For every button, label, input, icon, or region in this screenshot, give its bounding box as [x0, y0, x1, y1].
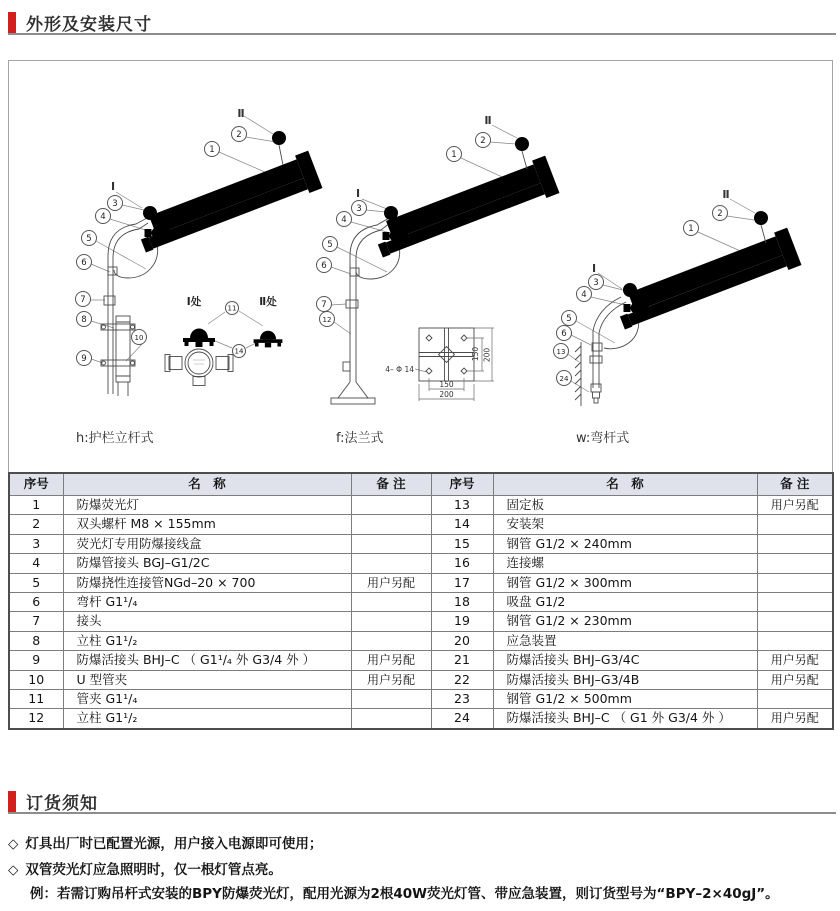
cell-note-right: [757, 573, 833, 592]
svg-text:5: 5: [327, 240, 333, 250]
callout-3: [352, 201, 367, 216]
installation-drawings-panel: [8, 60, 833, 474]
roman-label-i: Ⅰ: [591, 262, 597, 275]
cell-no-left: 12: [9, 709, 63, 729]
cell-name-right: 吸盘 G1/2: [493, 593, 757, 612]
callout-6: [77, 255, 92, 270]
cell-no-left: 6: [9, 593, 63, 612]
cell-no-left: 10: [9, 670, 63, 689]
callout-3: [108, 196, 123, 211]
section-header-ordering: [8, 789, 98, 814]
cell-no-left: 3: [9, 534, 63, 553]
cell-no-right: 21: [431, 651, 493, 670]
cell-no-right: 17: [431, 573, 493, 592]
header-note-left: 备 注: [351, 473, 431, 496]
cell-no-right: 24: [431, 709, 493, 729]
table-row: [9, 496, 833, 515]
roman-label-i: Ⅰ: [110, 180, 116, 193]
callout-11: [226, 302, 239, 315]
header-note-right: 备 注: [757, 473, 833, 496]
table-row: [9, 515, 833, 534]
callout-8: [77, 312, 92, 327]
roman-label-ii: Ⅱ: [237, 107, 245, 120]
header-no-left: 序号: [9, 473, 63, 496]
red-accent-bar: [8, 791, 16, 813]
cell-note-right: [757, 690, 833, 709]
callout-2: [232, 127, 247, 142]
callout-3: [589, 275, 604, 290]
cell-name-left: 防爆挠性连接管NGd–20 × 700: [63, 573, 351, 592]
table-row: [9, 670, 833, 689]
cell-name-left: 立柱 G1¹/₂: [63, 631, 351, 650]
divider: [8, 812, 836, 814]
cell-no-right: 16: [431, 554, 493, 573]
cell-note-left: [351, 612, 431, 631]
cell-note-right: [757, 612, 833, 631]
cell-name-right: 连接螺: [493, 554, 757, 573]
cell-note-right: 用户另配: [757, 496, 833, 515]
header-name-right: 名 称: [493, 473, 757, 496]
svg-text:6: 6: [81, 258, 87, 268]
cell-no-left: 8: [9, 631, 63, 650]
cell-note-right: [757, 631, 833, 650]
cell-note-left: [351, 515, 431, 534]
header-no-right: 序号: [431, 473, 493, 496]
callout-5: [82, 231, 97, 246]
cell-name-left: 防爆管接头 BGJ–G1/2C: [63, 554, 351, 573]
callout-24: [557, 371, 572, 386]
svg-text:5: 5: [86, 234, 92, 244]
cell-name-right: 安装架: [493, 515, 757, 534]
cell-note-left: 用户另配: [351, 651, 431, 670]
flange-holes-label: 4– Φ 14: [385, 365, 414, 374]
cell-note-right: [757, 515, 833, 534]
cell-note-left: [351, 709, 431, 729]
cell-no-right: 20: [431, 631, 493, 650]
cell-note-left: [351, 534, 431, 553]
cell-note-right: 用户另配: [757, 670, 833, 689]
table-row: [9, 690, 833, 709]
callout-1: [205, 142, 220, 157]
parts-table: [8, 472, 834, 730]
svg-text:13: 13: [556, 347, 566, 356]
cell-no-right: 15: [431, 534, 493, 553]
cell-no-right: 23: [431, 690, 493, 709]
cell-note-left: [351, 631, 431, 650]
table-row: [9, 651, 833, 670]
table-row: [9, 573, 833, 592]
table-row: [9, 593, 833, 612]
callout-7: [317, 297, 332, 312]
callout-14: [233, 345, 246, 358]
cell-note-left: [351, 554, 431, 573]
ordering-note-1: [8, 832, 322, 852]
divider: [8, 33, 836, 35]
svg-text:12: 12: [322, 315, 332, 324]
section-title: 外形及安装尺寸: [26, 15, 152, 35]
ordering-example: 例：若需订购吊杆式安装的BPY防爆荧光灯，配用光源为2根40W荧光灯管、带应急装置，则订货型号为“BPY–2×40gJ”。: [30, 886, 779, 902]
cell-no-left: 7: [9, 612, 63, 631]
cell-note-right: 用户另配: [757, 651, 833, 670]
cell-no-right: 13: [431, 496, 493, 515]
cell-note-left: 用户另配: [351, 573, 431, 592]
section-header-dimensions: [8, 10, 152, 35]
callout-9: [77, 351, 92, 366]
cell-name-left: 立柱 G1¹/₂: [63, 709, 351, 729]
svg-text:11: 11: [227, 304, 237, 313]
diamond-bullet-icon: ◇: [8, 836, 19, 852]
callout-5: [323, 237, 338, 252]
callout-2: [713, 206, 728, 221]
cell-no-right: 14: [431, 515, 493, 534]
cell-name-right: 防爆活接头 BHJ–G3/4C: [493, 651, 757, 670]
callout-6: [317, 258, 332, 273]
cell-name-right: 钢管 G1/2 × 240mm: [493, 534, 757, 553]
cell-note-right: [757, 534, 833, 553]
cell-name-left: 接头: [63, 612, 351, 631]
table-row: [9, 631, 833, 650]
cell-note-left: [351, 690, 431, 709]
callout-2: [476, 133, 491, 148]
svg-text:4: 4: [100, 212, 106, 222]
callout-7: [76, 292, 91, 307]
cell-name-left: 防爆活接头 BHJ–C （ G1¹/₄ 外 G3/4 外 ）: [63, 651, 351, 670]
callout-4: [577, 287, 592, 302]
cell-name-right: 钢管 G1/2 × 500mm: [493, 690, 757, 709]
svg-text:6: 6: [561, 329, 567, 339]
cell-name-right: 防爆活接头 BHJ–G3/4B: [493, 670, 757, 689]
svg-text:3: 3: [356, 204, 362, 214]
cell-no-right: 19: [431, 612, 493, 631]
svg-text:6: 6: [321, 261, 327, 271]
section-title: 订货须知: [26, 794, 98, 814]
cell-name-left: 荧光灯专用防爆接线盒: [63, 534, 351, 553]
callout-10: [132, 330, 147, 345]
svg-text:3: 3: [112, 199, 118, 209]
cell-no-left: 1: [9, 496, 63, 515]
cell-note-left: [351, 593, 431, 612]
callout-1: [447, 147, 462, 162]
drawing-label-w: w:弯杆式: [576, 431, 630, 446]
cell-name-right: 钢管 G1/2 × 230mm: [493, 612, 757, 631]
cell-name-right: 固定板: [493, 496, 757, 515]
svg-text:7: 7: [80, 295, 86, 305]
svg-text:4: 4: [341, 215, 347, 225]
callout-5: [562, 311, 577, 326]
cell-no-left: 2: [9, 515, 63, 534]
svg-text:14: 14: [234, 347, 244, 356]
svg-text:4: 4: [581, 290, 587, 300]
svg-text:5: 5: [566, 314, 572, 324]
cell-name-left: 弯杆 G1¹/₄: [63, 593, 351, 612]
svg-text:9: 9: [81, 354, 87, 364]
flange-dim-150-v: 150: [471, 346, 480, 362]
cell-name-left: 双头螺杆 M8 × 155mm: [63, 515, 351, 534]
cell-name-right: 应急装置: [493, 631, 757, 650]
cell-note-left: [351, 496, 431, 515]
table-row: [9, 534, 833, 553]
drawing-f-flange: [301, 86, 571, 431]
callout-4: [96, 209, 111, 224]
table-header-row: [9, 473, 833, 496]
roman-label-i: Ⅰ: [355, 187, 361, 200]
svg-text:8: 8: [81, 315, 87, 325]
note-text: 灯具出厂时已配置光源，用户接入电源即可使用；: [25, 836, 323, 852]
detail-site-i-label: Ⅰ处: [186, 296, 202, 308]
cell-note-right: 用户另配: [757, 709, 833, 729]
callout-6: [557, 326, 572, 341]
drawing-h-guardrail-pole: [56, 86, 326, 436]
roman-label-ii: Ⅱ: [722, 188, 730, 201]
cell-note-right: [757, 554, 833, 573]
cell-no-left: 11: [9, 690, 63, 709]
detail-site-ii-label: Ⅱ处: [259, 296, 277, 308]
cell-note-left: 用户另配: [351, 670, 431, 689]
svg-text:1: 1: [688, 224, 694, 234]
flange-dim-200-h: 200: [439, 390, 454, 399]
svg-text:2: 2: [236, 130, 242, 140]
drawing-label-h: h:护栏立杆式: [76, 431, 154, 446]
cell-name-left: U 型管夹: [63, 670, 351, 689]
svg-text:2: 2: [717, 209, 723, 219]
ordering-note-2: [8, 858, 282, 878]
cell-name-left: 管夹 G1¹/₄: [63, 690, 351, 709]
cell-no-left: 5: [9, 573, 63, 592]
drawing-w-bent-rod: [551, 86, 836, 431]
red-accent-bar: [8, 12, 16, 34]
svg-text:1: 1: [209, 145, 215, 155]
junction-box-detail: [165, 349, 233, 386]
svg-text:7: 7: [321, 300, 327, 310]
callout-12: [320, 312, 335, 327]
cell-note-right: [757, 593, 833, 612]
cell-no-right: 22: [431, 670, 493, 689]
table-row: [9, 612, 833, 631]
svg-text:3: 3: [593, 278, 599, 288]
flange-dim-150-h: 150: [439, 380, 454, 389]
table-row: [9, 709, 833, 729]
cell-no-right: 18: [431, 593, 493, 612]
cell-no-left: 4: [9, 554, 63, 573]
table-row: [9, 554, 833, 573]
svg-text:1: 1: [451, 150, 457, 160]
svg-text:10: 10: [134, 333, 144, 342]
flange-dim-200-v: 200: [482, 347, 492, 363]
header-name-left: 名 称: [63, 473, 351, 496]
callout-13: [554, 344, 569, 359]
cell-name-left: 防爆荧光灯: [63, 496, 351, 515]
cell-name-right: 防爆活接头 BHJ–C （ G1 外 G3/4 外 ）: [493, 709, 757, 729]
cell-name-right: 钢管 G1/2 × 300mm: [493, 573, 757, 592]
diamond-bullet-icon: ◇: [8, 862, 19, 878]
callout-1: [684, 221, 699, 236]
note-text: 双管荧光灯应急照明时，仅一根灯管点亮。: [25, 862, 282, 878]
roman-label-ii: Ⅱ: [484, 114, 492, 127]
svg-text:24: 24: [559, 374, 569, 383]
svg-text:2: 2: [480, 136, 486, 146]
drawing-label-f: f:法兰式: [336, 431, 384, 446]
callout-4: [337, 212, 352, 227]
cell-no-left: 9: [9, 651, 63, 670]
